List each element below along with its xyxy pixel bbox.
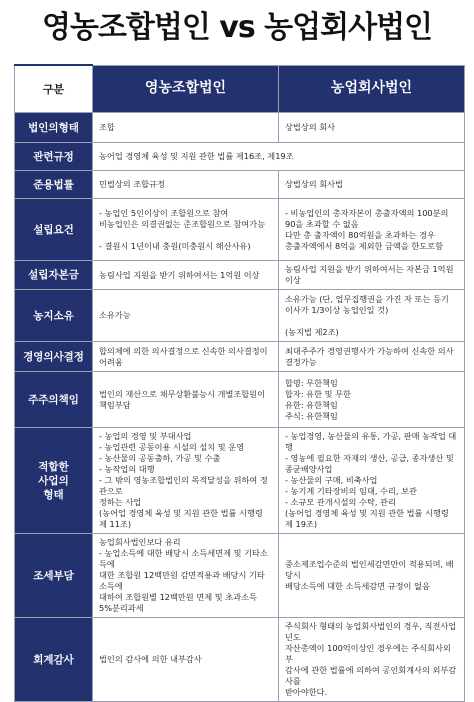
table-row [15,428,465,534]
row-label: 설립요건 [15,199,93,261]
row-cell-col1: 농업회사법인보다 유리 - 농업소득에 대한 배당시 소득세면제 및 기타소득에 대한 조합원 12백만원 감면적용과 배당시 기타소득에 대하여 조합원별 12백만원 면제 및 초과소득 5%분리과세 [93,534,279,618]
table-row [15,290,465,342]
page-title: 영농조합법인 vs 농업회사법인 [41,10,433,45]
row-label: 법인의형태 [15,113,93,143]
table-row [15,372,465,428]
row-cell-col1: 농림사업 지원을 받기 위하여서는 1억원 이상 [93,261,279,290]
row-cell-col2: - 비농업인의 총자자본이 총출자액의 100분의 90을 초과할 수 없음 다만 총 출자액이 80억원을 초과하는 경우 총출자액에서 8억을 제외한 금액을 한도로함 [279,199,465,261]
row-cell-col1: 법인의 재산으로 채무상환불능시 개별조합원이 책임부담 [93,372,279,428]
header-key: 구분 [15,65,93,113]
row-cell-col1: - 농업인 5인이상이 조합원으로 참여 비농업인은 의결권없는 준조합원으로 참여가능 - 결원시 1년이내 충원(미충원시 해산사유) [93,199,279,261]
row-cell-col2: 최대주주가 경영권행사가 가능하여 신속한 의사결정가능 [279,342,465,372]
row-cell-col2: 상법상의 회사법 [279,171,465,199]
row-cell-col2: 주식회사 형태의 농업회사법인의 경우, 직전사업년도 자산총액이 100억이상인 경우에는 주식회사외부 감사에 관한 법률에 의하여 공인회계사의 외부감사를 받아야한다. [279,618,465,702]
row-cell-col2: 상법상의 회사 [279,113,465,143]
row-cell-col2: 중소제조업수준의 법인세감면만이 적용되며, 배당시 배당소득에 대한 소득세감면 규정이 없음 [279,534,465,618]
row-cell-col1: 소유가능 [93,290,279,342]
row-cell-col1: - 농업의 경영 및 부대사업 - 농업관련 공동이용 시설의 설치 및 운영 - 농산물의 공동출하, 가공 및 수출 - 농작업의 대행 - 그 밖의 영농조합법인의 목적달성을 위하여 정관으로 정하는 사업 (농어업 경영체 육성 및 지원 관한 법률 시행령 제 11조) [93,428,279,534]
row-cell-col1: 합의체에 의한 의사결정으로 신속한 의사결정이 어려움 [93,342,279,372]
row-cell-col2: 합명: 무한책임 합자: 유한 및 무한 유한: 유한책임 주식: 유한책임 [279,372,465,428]
row-cell-col2: 소유가능 (단, 업무집행권을 가진 자 또는 등기 이사가 1/3이상 농업인일 것) (농지법 제2조) [279,290,465,342]
row-label: 관련규정 [15,143,93,171]
row-label: 경영의사결정 [15,342,93,372]
comparison-table [14,64,465,702]
table-row [15,171,465,199]
row-cell-col1: 민법상의 조합규정 [93,171,279,199]
header-col1: 영농조합법인 [93,65,279,113]
row-cell-col2: - 농업경영, 농산물의 유통, 가공, 판매 농작업 대행 - 영농에 필요한 자재의 생산, 공급, 종자생산 및 종균배양사업 - 농산물의 구매, 비축사업 - 농기계 기타장비의 임대, 수리, 보관 - 소규모 관개시설의 수탁, 관리 (농어업 경영체 육성 및 지원 관한 법률 시행령 제 19조) [279,428,465,534]
row-label: 회계감사 [15,618,93,702]
table-row [15,342,465,372]
table-row [15,618,465,702]
row-cell-col1: 조합 [93,113,279,143]
row-cell-col1: 법인의 감사에 의한 내부감사 [93,618,279,702]
table-row [15,143,465,171]
row-label: 주주의책임 [15,372,93,428]
row-cell-merged: 농어업 경영체 육성 및 지원 관한 법률 제16조, 제19조 [93,143,465,171]
table-row [15,113,465,143]
table-row [15,534,465,618]
row-label: 조세부담 [15,534,93,618]
table-header-row [15,65,465,113]
row-label: 농지소유 [15,290,93,342]
table-row [15,261,465,290]
row-label: 적합한 사업의 형태 [15,428,93,534]
row-cell-col2: 농림사업 지원을 받기 위하여서는 자본금 1억원 이상 [279,261,465,290]
row-label: 준용법률 [15,171,93,199]
table-row [15,199,465,261]
header-col2: 농업회사법인 [279,65,465,113]
row-label: 설립자본금 [15,261,93,290]
